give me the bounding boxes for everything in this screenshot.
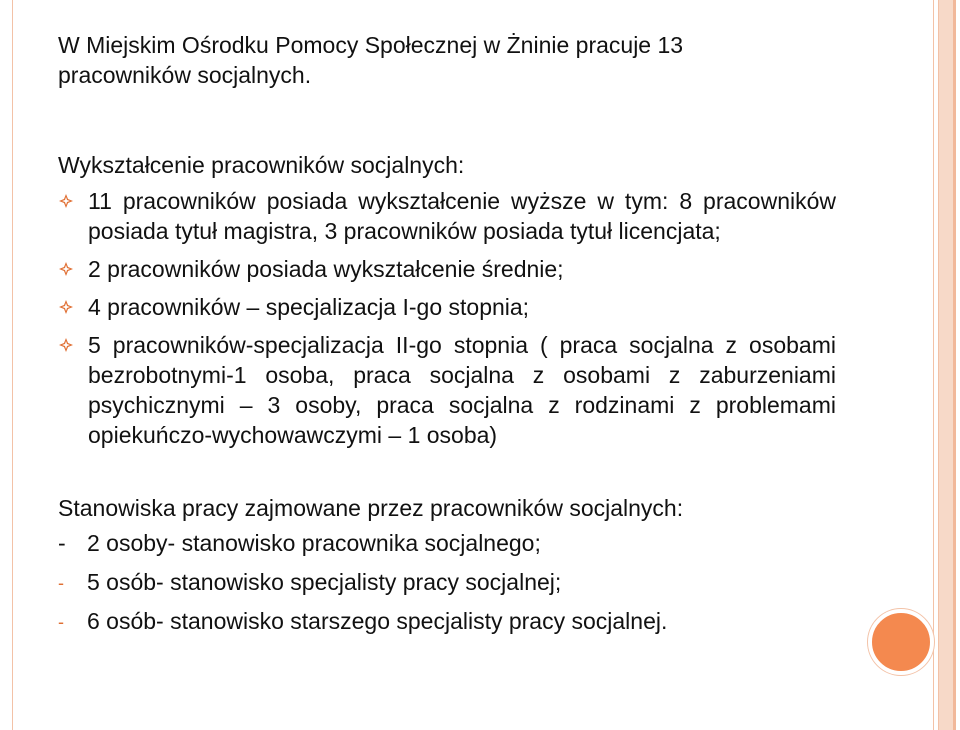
diamond-bullet-icon	[58, 261, 74, 277]
right-decorative-strip	[938, 0, 956, 730]
education-list-item	[58, 330, 836, 450]
diamond-bullet-icon	[58, 193, 74, 209]
positions-heading: Stanowiska pracy zajmowane przez pracowników socjalnych:	[58, 495, 684, 521]
education-list-item	[58, 292, 836, 322]
orange-circle-icon	[868, 609, 934, 675]
dash-prefix: -	[58, 530, 66, 556]
education-item-text: 11 pracowników posiada wykształcenie wyższe w tym: 8 pracowników posiada tytuł magistra, 3 pracowników posiada tytuł licencjata;	[88, 188, 836, 244]
intro-paragraph	[58, 30, 836, 90]
positions-list-item	[58, 567, 836, 598]
positions-list-item	[58, 606, 836, 637]
education-item-text: 2 pracowników posiada wykształcenie średnie;	[88, 256, 564, 282]
education-list-item	[58, 254, 836, 284]
education-item-text: 5 pracowników-specjalizacja II-go stopnia ( praca socjalna z osobami bezrobotnymi-1 osoba, praca socjalna z osobami z zaburzeniami psychicznymi – 3 osoby, praca socjalna z rodzinami z problemami opiekuńczo-wychowawczymi – 1 osoba)	[88, 332, 836, 448]
intro-line-1: W Miejskim Ośrodku Pomocy Społecznej w Żninie pracuje 13	[58, 32, 684, 58]
diamond-bullet-icon	[58, 299, 74, 315]
diamond-bullet-icon	[58, 337, 74, 353]
right-strip-edge	[953, 0, 956, 730]
education-list	[58, 186, 836, 450]
education-item-text: 4 pracowników – specjalizacja I-go stopnia;	[88, 294, 530, 320]
education-heading: Wykształcenie pracowników socjalnych:	[58, 152, 465, 178]
position-text: 5 osób- stanowisko specjalisty pracy socjalnej;	[87, 569, 562, 595]
education-list-item	[58, 186, 836, 246]
dash-prefix: -	[58, 612, 64, 632]
position-text: 2 osoby- stanowisko pracownika socjalnego;	[87, 530, 541, 556]
positions-list	[58, 528, 836, 637]
position-text: 6 osób- stanowisko starszego specjalisty pracy socjalnej.	[87, 608, 668, 634]
positions-list-item	[58, 528, 836, 558]
slide-content	[58, 30, 836, 645]
intro-line-2: pracowników socjalnych.	[58, 62, 312, 88]
dash-prefix: -	[58, 573, 64, 593]
